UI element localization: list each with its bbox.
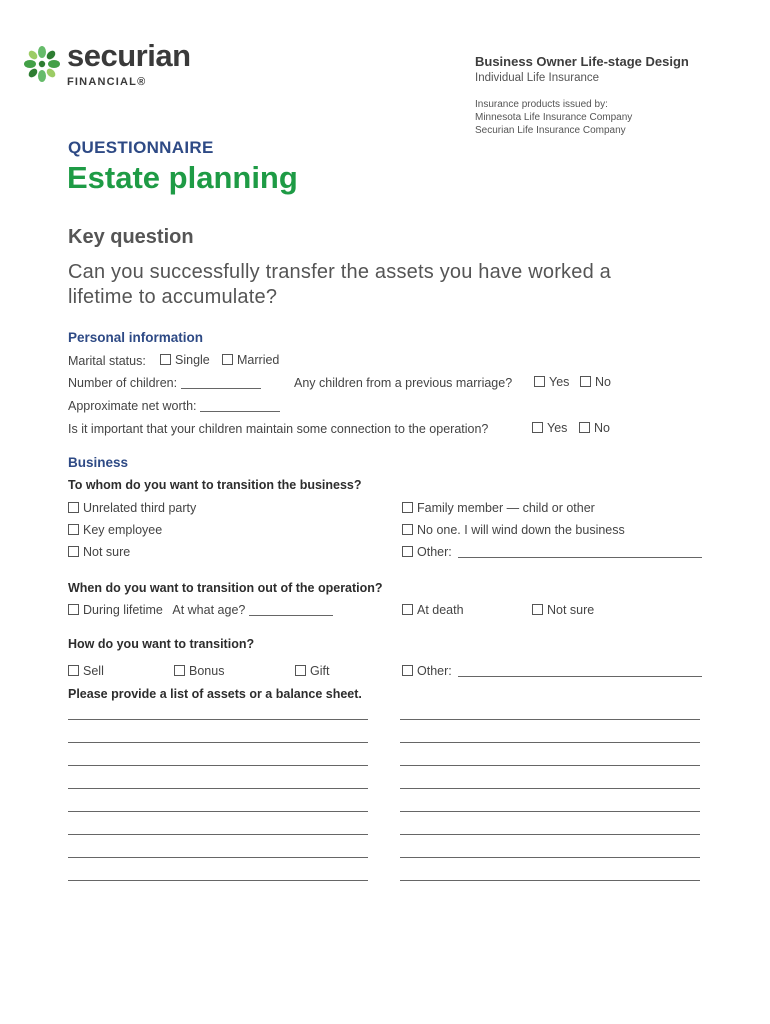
option-label: During lifetime bbox=[83, 603, 163, 617]
key-question-text: Can you successfully transfer the assets you have worked a lifetime to accumulate? bbox=[68, 261, 611, 308]
net-worth-input[interactable] bbox=[200, 411, 280, 412]
writing-line[interactable] bbox=[68, 788, 368, 789]
checkbox[interactable] bbox=[402, 546, 413, 557]
prev-marriage-no[interactable] bbox=[580, 375, 611, 389]
questionnaire-label: QUESTIONNAIRE bbox=[68, 138, 214, 157]
transition-other-option[interactable] bbox=[402, 545, 702, 559]
key-question-heading: Key question bbox=[68, 226, 194, 248]
personal-info-heading: Personal information bbox=[68, 330, 204, 345]
option-label: Not sure bbox=[547, 603, 595, 617]
not-sure-option[interactable] bbox=[68, 545, 130, 559]
checkbox[interactable] bbox=[532, 604, 543, 615]
writing-line[interactable] bbox=[400, 765, 700, 766]
checkbox[interactable] bbox=[402, 604, 413, 615]
option-label: Gift bbox=[310, 664, 330, 678]
checkbox[interactable] bbox=[174, 665, 185, 676]
checkbox[interactable] bbox=[68, 502, 79, 513]
connection-no[interactable] bbox=[579, 421, 610, 435]
option-label: No bbox=[595, 375, 611, 389]
doc-subtitle: Individual Life Insurance bbox=[475, 72, 600, 84]
securian-logo bbox=[22, 38, 212, 92]
age-label: At what age? bbox=[172, 603, 246, 617]
option-label: Other: bbox=[417, 545, 452, 559]
transition-to-question: To whom do you want to transition the business? bbox=[68, 478, 362, 492]
doc-title: Business Owner Life-stage Design bbox=[475, 54, 689, 69]
age-input[interactable] bbox=[249, 615, 333, 616]
writing-line[interactable] bbox=[400, 834, 700, 835]
option-label: Bonus bbox=[189, 664, 225, 678]
writing-line[interactable] bbox=[400, 880, 700, 881]
issuer-block bbox=[475, 98, 632, 137]
checkbox[interactable] bbox=[402, 524, 413, 535]
marital-married-option[interactable] bbox=[222, 353, 279, 367]
checkbox[interactable] bbox=[222, 354, 233, 365]
how-other-option[interactable] bbox=[402, 664, 702, 678]
transition-other-input[interactable] bbox=[458, 557, 702, 558]
option-label: Sell bbox=[83, 664, 104, 678]
marital-single-option[interactable] bbox=[160, 353, 210, 367]
bonus-option[interactable] bbox=[174, 664, 224, 678]
option-label: Yes bbox=[547, 421, 568, 435]
field-label: Number of children: bbox=[68, 376, 178, 390]
issuer-company-1: Minnesota Life Insurance Company bbox=[475, 112, 633, 123]
sell-option[interactable] bbox=[68, 664, 104, 678]
writing-line[interactable] bbox=[400, 811, 700, 812]
checkbox[interactable] bbox=[160, 354, 171, 365]
family-member-option[interactable] bbox=[402, 501, 595, 515]
checkbox[interactable] bbox=[580, 376, 591, 387]
checkbox[interactable] bbox=[402, 665, 413, 676]
option-label: Other: bbox=[417, 664, 452, 678]
option-label: Unrelated third party bbox=[83, 501, 197, 515]
writing-line[interactable] bbox=[400, 788, 700, 789]
securian-emblem-icon bbox=[22, 44, 62, 84]
option-label: Not sure bbox=[83, 545, 131, 559]
option-label: Single bbox=[175, 353, 210, 367]
transition-when-question: When do you want to transition out of the operation? bbox=[68, 581, 383, 595]
option-label: Family member — child or other bbox=[417, 501, 595, 515]
writing-line[interactable] bbox=[68, 880, 368, 881]
option-label: No bbox=[594, 421, 610, 435]
checkbox[interactable] bbox=[402, 502, 413, 513]
writing-line[interactable] bbox=[68, 857, 368, 858]
checkbox[interactable] bbox=[68, 546, 79, 557]
writing-line[interactable] bbox=[400, 857, 700, 858]
writing-line[interactable] bbox=[400, 742, 700, 743]
checkbox[interactable] bbox=[534, 376, 545, 387]
option-label: At death bbox=[417, 603, 464, 617]
writing-line[interactable] bbox=[68, 811, 368, 812]
children-count-field[interactable] bbox=[68, 376, 261, 390]
transition-how-question: How do you want to transition? bbox=[68, 637, 255, 651]
business-heading: Business bbox=[68, 455, 129, 470]
issuer-company-2: Securian Life Insurance Company bbox=[475, 125, 626, 136]
writing-line[interactable] bbox=[68, 742, 368, 743]
option-label: Key employee bbox=[83, 523, 163, 537]
children-count-input[interactable] bbox=[181, 388, 261, 389]
checkbox[interactable] bbox=[68, 524, 79, 535]
how-other-input[interactable] bbox=[458, 676, 702, 677]
brand-wordmark: securian bbox=[67, 38, 191, 73]
net-worth-field[interactable] bbox=[68, 399, 280, 413]
when-not-sure-option[interactable] bbox=[532, 603, 594, 617]
brand-subtitle: FINANCIAL® bbox=[67, 76, 147, 88]
option-label: No one. I will wind down the business bbox=[417, 523, 625, 537]
writing-line[interactable] bbox=[68, 719, 368, 720]
connection-label: Is it important that your children maintain some connection to the operation? bbox=[68, 422, 489, 436]
checkbox[interactable] bbox=[579, 422, 590, 433]
key-employee-option[interactable] bbox=[68, 523, 162, 537]
issued-by: Insurance products issued by: bbox=[475, 99, 608, 110]
option-label: Married bbox=[237, 353, 280, 367]
checkbox[interactable] bbox=[68, 665, 79, 676]
during-lifetime-option[interactable] bbox=[68, 603, 333, 617]
at-death-option[interactable] bbox=[402, 603, 464, 617]
page-title: Estate planning bbox=[67, 160, 298, 195]
marital-status-label: Marital status: bbox=[68, 354, 146, 368]
checkbox[interactable] bbox=[295, 665, 306, 676]
wind-down-option[interactable] bbox=[402, 523, 625, 537]
writing-line[interactable] bbox=[68, 765, 368, 766]
writing-line[interactable] bbox=[400, 719, 700, 720]
gift-option[interactable] bbox=[295, 664, 329, 678]
assets-list-prompt: Please provide a list of assets or a balance sheet. bbox=[68, 687, 362, 701]
prev-marriage-yes[interactable] bbox=[534, 375, 569, 389]
checkbox[interactable] bbox=[68, 604, 79, 615]
checkbox[interactable] bbox=[532, 422, 543, 433]
option-label: Yes bbox=[549, 375, 570, 389]
unrelated-party-option[interactable] bbox=[68, 501, 196, 515]
prev-marriage-label: Any children from a previous marriage? bbox=[294, 376, 513, 390]
connection-yes[interactable] bbox=[532, 421, 567, 435]
writing-line[interactable] bbox=[68, 834, 368, 835]
field-label: Approximate net worth: bbox=[68, 399, 197, 413]
